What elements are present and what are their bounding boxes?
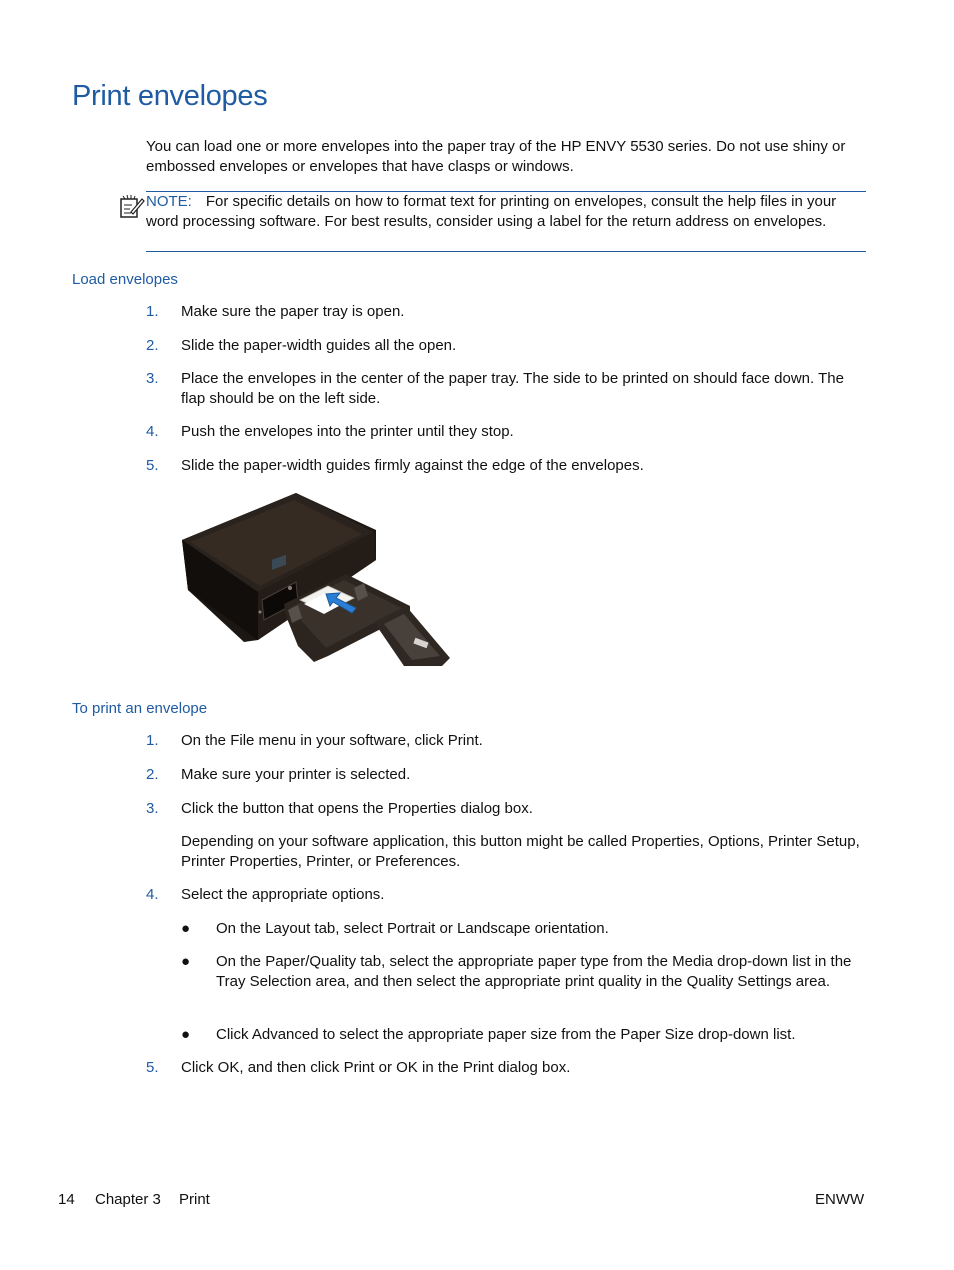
bullet-text: On the Layout tab, select Portrait or Landscape orientation.	[216, 920, 609, 937]
bullet-dot: ●	[181, 953, 191, 970]
footer-section: Print	[179, 1191, 210, 1208]
properties-term: Properties	[387, 800, 457, 817]
step-number: 1.	[146, 303, 159, 320]
printer-envelope-illustration	[178, 490, 453, 675]
step-number: 3.	[146, 370, 159, 387]
step-text: Slide the paper-width guides all the open.	[181, 337, 457, 354]
file-menu-term: File	[230, 732, 255, 749]
note-pencil-icon	[119, 193, 145, 219]
step-text: Make sure the paper tray is open.	[181, 303, 405, 320]
step-number: 1.	[146, 732, 159, 749]
step-number: 2.	[146, 337, 159, 354]
bullet-text: Click Advanced to select the appropriate paper size from the Paper Size drop-down list.	[216, 1026, 796, 1043]
bullet-text: On the Paper/Quality tab, select the appropriate paper type from the Media drop-down list in the Tray Selection area, and then select the appropriate print quality in the Quality Settings area.	[216, 953, 852, 990]
step-text: Make sure your printer is selected.	[181, 766, 411, 783]
footer-locale: ENWW	[815, 1191, 865, 1208]
print-envelope-heading: To print an envelope	[72, 700, 208, 717]
step-number: 2.	[146, 766, 159, 783]
step-text: Place the envelopes in the center of the paper tray. The side to be printed on should face down. The flap should be on the left side.	[181, 370, 844, 407]
load-envelopes-heading: Load envelopes	[72, 271, 178, 288]
note-label: NOTE:	[146, 193, 192, 210]
footer-page-number: 14	[58, 1191, 75, 1208]
note-text: For specific details on how to format text for printing on envelopes, consult the help files in your word processing software. For best results, consider using a label for the return address on envelopes.	[146, 193, 837, 230]
step-3-note: Depending on your software application, this button might be called Properties, Options, Printer Setup, Printer Properties, Printer, or Preferences.	[181, 833, 860, 870]
bullet-dot: ●	[181, 1026, 191, 1043]
step-number: 4.	[146, 886, 159, 903]
print-command-term: Print	[447, 732, 479, 749]
bullet-dot: ●	[181, 920, 191, 937]
intro-paragraph: You can load one or more envelopes into the paper tray of the HP ENVY 5530 series. Do not use shiny or embossed envelopes or envelopes that have clasps or windows.	[146, 138, 846, 175]
step-number: 3.	[146, 800, 159, 817]
note-box	[146, 191, 866, 252]
step-text: Click OK, and then click Print or OK in the Print dialog box.	[181, 1059, 571, 1076]
step-text: Push the envelopes into the printer until they stop.	[181, 423, 514, 440]
page-title: Print envelopes	[72, 80, 268, 112]
step-text: On the File menu in your software, click Print.	[181, 732, 483, 749]
step-number: 5.	[146, 1059, 159, 1076]
step-text: Click the button that opens the Properties dialog box.	[181, 800, 533, 817]
step-text: Slide the paper-width guides firmly against the edge of the envelopes.	[181, 457, 644, 474]
step-text: Select the appropriate options.	[181, 886, 385, 903]
step-number: 5.	[146, 457, 159, 474]
step-number: 4.	[146, 423, 159, 440]
footer-chapter: Chapter 3	[95, 1191, 161, 1208]
